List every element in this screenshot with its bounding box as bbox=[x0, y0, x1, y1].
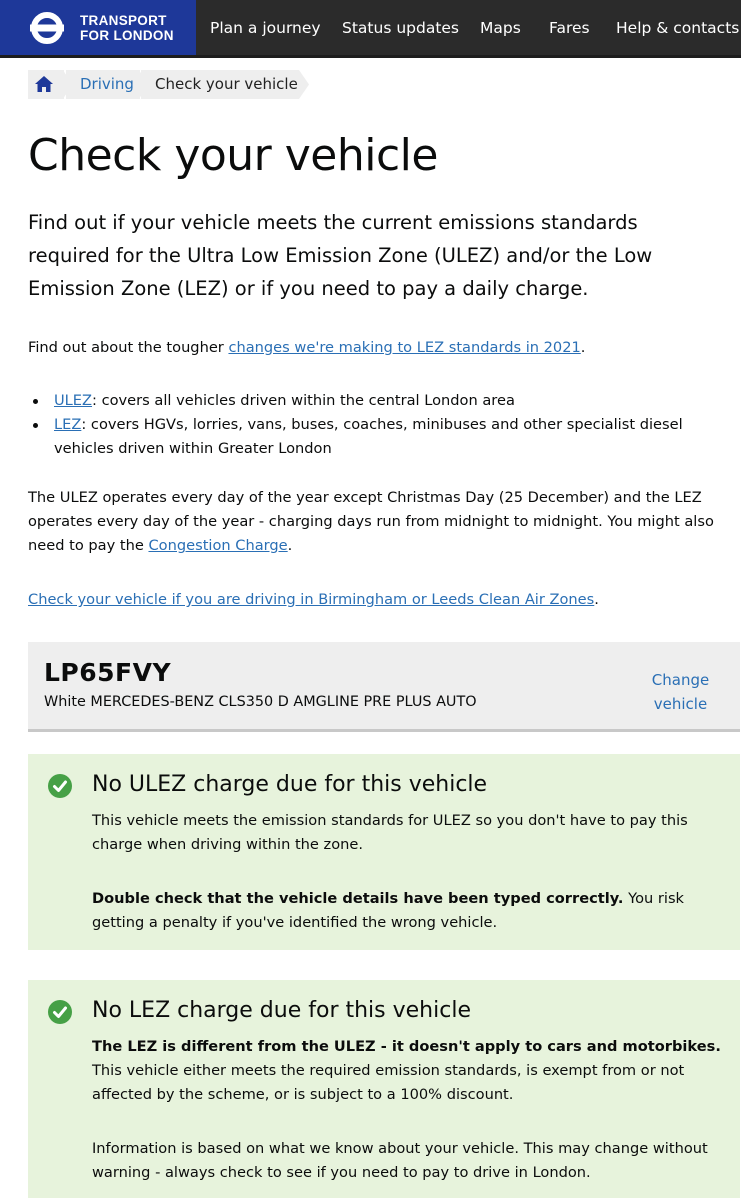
nav-plan-a-journey[interactable]: Plan a journey bbox=[210, 19, 321, 37]
lez-result-info: Information is based on what we know about your vehicle. This may change without warning - always check to see if you need to pay to drive in London. bbox=[92, 1140, 708, 1181]
operating-hours-paragraph: The ULEZ operates every day of the year except Christmas Day (25 December) and the LEZ operates every day of the year - charging days run from midnight to midnight. You might also need to pay the Congestion Charge. bbox=[28, 489, 714, 554]
ulez-link[interactable]: ULEZ bbox=[54, 392, 93, 409]
lead-paragraph: Find out if your vehicle meets the current emissions standards required for the Ultra Low Emission Zone (ULEZ) and/or the Low Emission Zone (LEZ) or if you need to pay a daily charge. bbox=[28, 211, 653, 300]
logo-text: TRANSPORT FOR LONDON bbox=[80, 13, 174, 43]
lez-result-title: No LEZ charge due for this vehicle bbox=[92, 998, 471, 1023]
ulez-result-panel bbox=[28, 754, 740, 950]
registration-plate: LP65FVY bbox=[44, 658, 172, 687]
breadcrumb-end-arrow bbox=[299, 70, 309, 99]
tfl-logo[interactable] bbox=[0, 0, 196, 55]
nav-fares[interactable]: Fares bbox=[549, 19, 590, 37]
tougher-standards-paragraph: Find out about the tougher changes we're making to LEZ standards in 2021. bbox=[28, 339, 586, 356]
bullet-dot bbox=[33, 423, 38, 428]
congestion-charge-link[interactable]: Congestion Charge bbox=[148, 537, 288, 554]
zone-list bbox=[30, 389, 735, 461]
vehicle-description: White MERCEDES-BENZ CLS350 D AMGLINE PRE PLUS AUTO bbox=[44, 694, 477, 710]
clean-air-zones-paragraph: Check your vehicle if you are driving in Birmingham or Leeds Clean Air Zones. bbox=[28, 591, 599, 608]
nav-maps[interactable]: Maps bbox=[480, 19, 521, 37]
bullet-dot bbox=[33, 399, 38, 404]
ulez-result-warning: Double check that the vehicle details have been typed correctly. You risk getting a penalty if you've identified the wrong vehicle. bbox=[92, 890, 684, 931]
change-vehicle-link[interactable]: Change vehicle bbox=[651, 671, 710, 713]
breadcrumb-driving[interactable]: Driving bbox=[66, 70, 140, 99]
breadcrumb-current: Check your vehicle bbox=[141, 70, 299, 99]
lez-link[interactable]: LEZ bbox=[54, 416, 82, 433]
nav-status-updates[interactable]: Status updates bbox=[342, 19, 460, 37]
check-circle-icon bbox=[48, 1000, 72, 1024]
list-item: LEZ: covers HGVs, lorries, vans, buses, coaches, minibuses and other specialist diesel vehicles driven within Greater London bbox=[30, 413, 735, 461]
header-divider bbox=[0, 55, 741, 58]
lez-result-body: The LEZ is different from the ULEZ - it doesn't apply to cars and motorbikes. This vehicle either meets the required emission standards, is exempt from or not affected by the scheme, or is subject to a 100% discount. bbox=[92, 1038, 721, 1103]
list-item: ULEZ: covers all vehicles driven within the central London area bbox=[30, 389, 735, 413]
check-circle-icon bbox=[48, 774, 72, 798]
ulez-result-body: This vehicle meets the emission standards for ULEZ so you don't have to pay this charge when driving within the zone. bbox=[92, 812, 688, 853]
clean-air-zones-link[interactable]: Check your vehicle if you are driving in Birmingham or Leeds Clean Air Zones bbox=[28, 591, 595, 608]
lez-2021-changes-link[interactable]: changes we're making to LEZ standards in 2021 bbox=[228, 339, 581, 356]
vehicle-summary bbox=[28, 642, 740, 732]
ulez-result-title: No ULEZ charge due for this vehicle bbox=[92, 772, 488, 797]
nav-help-contacts[interactable]: Help & contacts bbox=[616, 19, 740, 37]
lez-result-panel bbox=[28, 980, 740, 1198]
roundel-icon bbox=[30, 11, 64, 45]
home-icon[interactable] bbox=[34, 75, 54, 93]
page-title: Check your vehicle bbox=[28, 130, 438, 181]
